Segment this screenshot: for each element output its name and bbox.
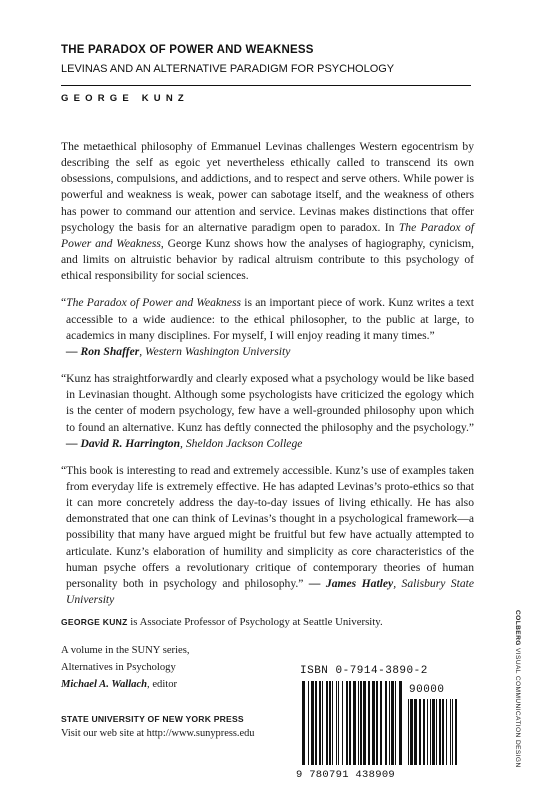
design-credit: COLBERG VISUAL COMMUNICATION DESIGN [514, 610, 521, 768]
barcode-bar [349, 681, 351, 765]
book-subtitle: LEVINAS AND AN ALTERNATIVE PARADIGM FOR PSYCHOLOGY [61, 63, 395, 75]
endorsement-attribution: — Ron Shaffer, Western Washington University [66, 344, 291, 358]
barcode-bar [414, 699, 417, 765]
barcode-bar [338, 681, 339, 765]
barcode-bar [368, 681, 370, 765]
blurb-text [61, 139, 474, 608]
description-book-title: The Paradox of Power and Weakness [61, 220, 474, 250]
barcode-addon-bars [408, 699, 457, 765]
barcode-bar [399, 681, 402, 765]
barcode-bar [450, 699, 451, 765]
barcode-bar [372, 681, 375, 765]
barcode-bar [319, 681, 321, 765]
barcode-bar [410, 699, 413, 765]
barcode-bar [446, 699, 447, 765]
barcode-bar [408, 699, 409, 765]
barcode-bar [346, 681, 348, 765]
barcode-bar [363, 681, 366, 765]
barcode-bar [342, 681, 343, 765]
description-paragraph: The metaethical philosophy of Emmanuel Levinas challenges Western egocentrism by describing the self as egoic yet nevertheless ethically called to transcend its own obsessions, compulsions, and addictions, and to respect and serve others. While power is powerful and weakness is weak, power can sabotage itself, and the weakness of others has power to command our attention and service. Levinas makes distinctions that offer psychology the basis for an alternative paradigm open to paradox. In The Paradox of Power and Weakness, George Kunz shows how the analyses of hagiography, cynicism, and limits on altruistic behavior by radical altruism contribute to this psychology of ethical responsibility for social sciences. [61, 140, 474, 283]
barcode-bar [389, 681, 390, 765]
barcode-bar [423, 699, 425, 765]
barcode-icon [300, 681, 460, 767]
cover-header [61, 44, 471, 75]
barcode-bar [311, 681, 314, 765]
barcode-bar [395, 681, 396, 765]
series-editor: Michael A. Wallach [61, 679, 148, 690]
barcode-bar [419, 699, 421, 765]
barcode-bar [442, 699, 444, 765]
endorsement-quote: “The Paradox of Power and Weakness is an important piece of work. Kunz writes a text accessible to a wide audience: to the ethical philosopher, to the public at large, to academics in many disciplines. For myself, I will enjoy reading it many times.” — Ron Shaffer, Western Washington University [61, 295, 474, 360]
header-divider [61, 85, 471, 86]
barcode-bar [376, 681, 378, 765]
barcode-bar [430, 699, 431, 765]
barcode-bar [353, 681, 356, 765]
barcode-bar [452, 699, 453, 765]
barcode-main-bars [302, 681, 402, 765]
barcode-bar [360, 681, 362, 765]
barcode-bar [322, 681, 323, 765]
barcode-bar [329, 681, 331, 765]
barcode-bar [455, 699, 457, 765]
barcode-bar [308, 681, 309, 765]
price-code: 90000 [409, 684, 445, 696]
barcode-bar [332, 681, 333, 765]
barcode-bar [391, 681, 394, 765]
barcode-bar [336, 681, 337, 765]
barcode-bar [302, 681, 305, 765]
barcode-bar [385, 681, 387, 765]
barcode-bar [439, 699, 441, 765]
barcode-bar [358, 681, 359, 765]
barcode-bar [436, 699, 437, 765]
publisher-info [61, 714, 255, 739]
barcode-bar [326, 681, 328, 765]
book-title: THE PARADOX OF POWER AND WEAKNESS [61, 44, 314, 56]
barcode-bar [315, 681, 317, 765]
ean-digits: 9 780791 438909 [296, 769, 396, 781]
series-info: A volume in the SUNY series, Alternatives in Psychology Michael A. Wallach, editor [61, 645, 190, 690]
about-author: GEORGE KUNZ is Associate Professor of Psychology at Seattle University. [61, 616, 383, 628]
publisher-website: Visit our web site at http://www.sunypress.edu [61, 728, 255, 739]
isbn-number: ISBN 0-7914-3890-2 [300, 665, 428, 677]
author-name: GEORGE KUNZ [61, 93, 189, 104]
barcode-bar [427, 699, 428, 765]
publisher-name: STATE UNIVERSITY OF NEW YORK PRESS [61, 714, 244, 724]
endorsement-quote: “Kunz has straightforwardly and clearly exposed what a psychology would be like based in Levinasian thought. Although some psychologists have criticized the egology which is the center of modern psychology, few have a well-grounded philosophy upon which to found an alternative. Kunz has deftly connected the philosophy and the psychology.” — David R. Harrington, Sheldon Jackson College [61, 372, 474, 450]
barcode-bar [380, 681, 382, 765]
barcode-bar [432, 699, 435, 765]
endorsement-quote: “This book is interesting to read and extremely accessible. Kunz’s use of examples taken from everyday life is extremely effective. He has adapted Levinas’s proto-ethics so that it can more concretely address the day-to-day issues of living ethically. He has also demonstrated that one can think of Levinas’s thought in a psychological framework—a possibility that many have argued might be fruitful but few have actually attempted to articulate. Kunz’s elaboration of humility and simplicity as core characteristics of the human psyche offers a revolutionary critique of contemporary theories of human personality both in psychology and philosophy.” — James Hatley, Salisbury State University [61, 463, 474, 607]
